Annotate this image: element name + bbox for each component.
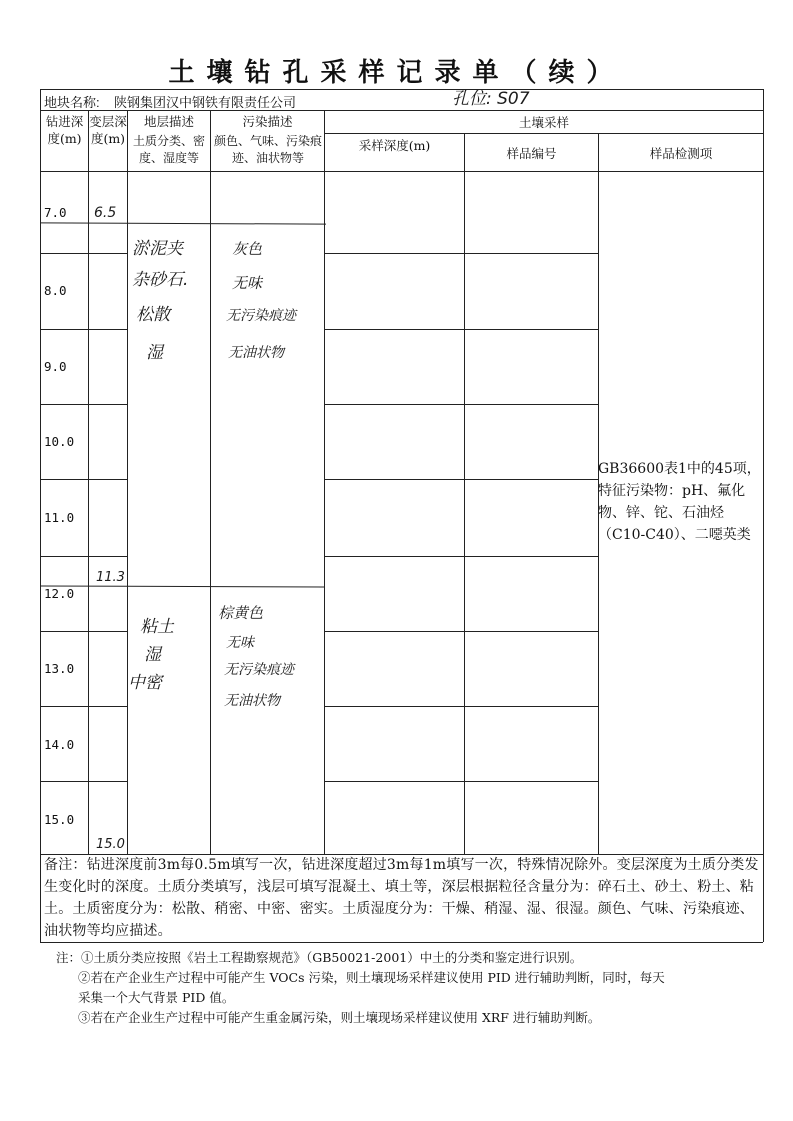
borehole-id-handwritten: 孔位: S07: [452, 89, 530, 109]
stratum-line: 湿: [146, 343, 163, 363]
header-stratum: 地层描述: [143, 114, 194, 129]
row-line: [40, 706, 127, 707]
header-layer-depth: 变层深度(m): [89, 114, 127, 146]
depth-tick: 9.0: [44, 359, 67, 374]
note-2: ②若在产企业生产过程中可能产生 VOCs 污染，则土壤现场采样建议使用 PID 进行辅助判断，同时，每天: [78, 970, 665, 985]
depth-tick: 11.0: [44, 510, 75, 525]
stratum-line: 松散: [136, 305, 170, 325]
pollution-line: 棕黄色: [218, 604, 264, 622]
depth-tick: 12.0: [44, 586, 75, 601]
layer-boundary-line: [40, 222, 326, 224]
row-line: [40, 631, 127, 632]
table-left-border: [40, 89, 41, 942]
layer-depth-mark: 6.5: [94, 205, 117, 221]
sample-row-line: [324, 479, 598, 480]
pollution-line: 无油状物: [224, 693, 280, 709]
pollution-line: 无油状物: [228, 345, 284, 361]
sample-row-line: [324, 404, 598, 405]
site-name: 陕钢集团汉中钢铁有限责任公司: [114, 95, 297, 110]
col-divider-2: [127, 110, 128, 854]
row-line: [40, 479, 127, 480]
row-line: [40, 329, 127, 330]
sampling-header-divider: [324, 133, 763, 134]
header-soil-sampling: 土壤采样: [518, 115, 569, 130]
header-drill-depth: 钻进深度(m): [45, 114, 84, 146]
layer-depth-mark: 15.0: [96, 837, 125, 852]
note-2-continued: 采集一个大气背景 PID 值。: [78, 990, 235, 1005]
header-sample-tests: 样品检测项: [649, 146, 713, 161]
site-label: 地块名称:: [44, 95, 100, 110]
depth-tick: 7.0: [44, 205, 67, 220]
row-line: [40, 781, 127, 782]
col-divider-3: [210, 110, 211, 854]
stratum-line: 杂砂石.: [132, 270, 189, 290]
depth-tick: 10.0: [44, 434, 75, 449]
depth-tick: 14.0: [44, 737, 75, 752]
sample-row-line: [324, 781, 598, 782]
layer-depth-mark: 11.3: [96, 570, 125, 585]
row-line: [40, 404, 127, 405]
stratum-line: 粘土: [140, 617, 174, 637]
header-pollution-sub: 颜色、气味、污染痕迹、油状物等: [213, 134, 322, 165]
depth-tick: 15.0: [44, 812, 75, 827]
stratum-line: 中密: [128, 673, 162, 693]
form-title: 土壤钻孔采样记录单（续）: [168, 58, 625, 88]
sample-row-line: [324, 556, 598, 557]
table-bottom-border: [40, 942, 763, 943]
header-pollution: 污染描述: [242, 114, 293, 129]
depth-tick: 8.0: [44, 283, 67, 298]
note-3: ③若在产企业生产过程中可能产生重金属污染，则土壤现场采样建议使用 XRF 进行辅助判断。: [78, 1010, 601, 1025]
sample-row-line: [324, 329, 598, 330]
sample-row-line: [324, 631, 598, 632]
depth-tick: 13.0: [44, 661, 75, 676]
remark-text: 备注：钻进深度前3m每0.5m填写一次，钻进深度超过3m每1m填写一次，特殊情况除外。变层深度为土质分类发生变化时的深度。土质分类填写，浅层可填写混凝土、填土等，深层根据粒径含量分为：碎石土、砂土、粉土、粘土。土质密度分为：松散、稍密、中密、密实。土质湿度分为：干燥、稍湿、湿、很湿。颜色、气味、污染痕迹、油状物等均应描述。: [44, 857, 759, 939]
table-top-border: [40, 89, 763, 90]
pollution-line: 灰色: [232, 240, 263, 258]
stratum-line: 淤泥夹: [132, 239, 183, 259]
pollution-line: 无污染痕迹: [224, 662, 294, 678]
sample-row-line: [324, 253, 598, 254]
pollution-line: 无污染痕迹: [226, 308, 296, 324]
col-divider-5: [464, 133, 465, 854]
header-sample-number: 样品编号: [506, 146, 557, 161]
header-bottom-border: [40, 171, 763, 172]
pollution-line: 无味: [226, 635, 254, 651]
stratum-line: 湿: [144, 645, 161, 665]
notes-block: [56, 948, 756, 1028]
header-stratum-sub: 土质分类、密度、湿度等: [132, 134, 205, 165]
pollution-line: 无味: [232, 274, 263, 292]
note-1: 注：①土质分类应按照《岩土工程勘察规范》（GB50021-2001）中土的分类和鉴定进行识别。: [56, 950, 583, 965]
sample-test-items: GB36600表1中的45项，特征污染物：pH、氟化物、锌、铊、石油烃（C10-C40）、二噁英类: [598, 461, 761, 543]
header-sample-depth: 采样深度(m): [358, 138, 431, 153]
table-right-border: [763, 89, 764, 942]
row-line: [40, 556, 127, 557]
sample-row-line: [324, 706, 598, 707]
row-line: [40, 253, 127, 254]
col-divider-4: [324, 110, 325, 854]
